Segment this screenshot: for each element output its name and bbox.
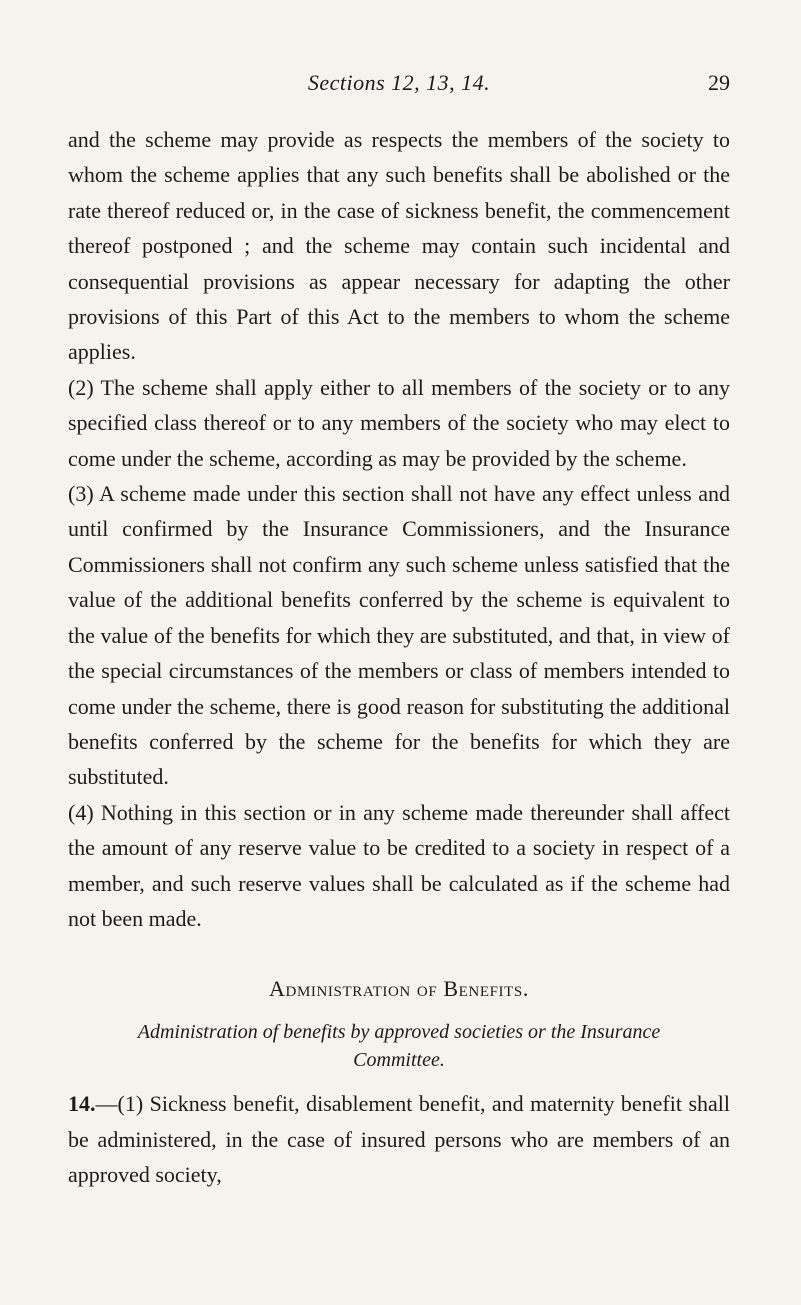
- page-body: [68, 122, 730, 1193]
- page-number: 29: [708, 70, 730, 95]
- paragraph-subsection-4: (4) Nothing in this section or in any scheme made thereunder shall affect the amount of any reserve value to be credited to a society in respect of a member, and such reserve values shall be calculated as if the scheme had not been made.: [68, 799, 730, 931]
- paragraph-subsection-2: (2) The scheme shall apply either to all members of the society or to any specified class thereof or to any members of the society who may elect to come under the scheme, according as may be provided by the scheme.: [68, 374, 730, 471]
- running-title: Sections 12, 13, 14.: [307, 70, 491, 95]
- section-14-text: —(1) Sickness benefit, disablement benefit, and maternity benefit shall be administered, in the case of insured persons who are members of an approved society,: [68, 1091, 730, 1188]
- paragraph-continuation: and the scheme may provide as respects the members of the society to whom the scheme applies that any such benefits shall be abolished or the rate thereof reduced or, in the case of sickness benefit, the commencement thereof postponed ; and the scheme may contain such incidental and consequential provisions as appear necessary for adapting the other provisions of this Part of this Act to the members to whom the scheme applies.: [68, 127, 730, 365]
- section-number: 14.: [68, 1091, 96, 1117]
- running-head: [68, 70, 730, 100]
- paragraph-section-14: [68, 1086, 730, 1192]
- section-subheading: Administration of benefits by approved societies or the Insurance Committee.: [137, 1021, 661, 1072]
- paragraph-subsection-3: (3) A scheme made under this section shall not have any effect unless and until confirmed by the Insurance Commissioners, and the Insurance Commissioners shall not confirm any such scheme unless satisfied that the value of the additional benefits conferred by the scheme is equivalent to the value of the benefits for which they are substituted, and that, in view of the special circumstances of the members or class of members intended to come under the scheme, there is good reason for substituting the additional benefits conferred by the scheme for the benefits for which they are substituted.: [68, 481, 730, 790]
- section-heading: Administration of Benefits.: [269, 976, 529, 1002]
